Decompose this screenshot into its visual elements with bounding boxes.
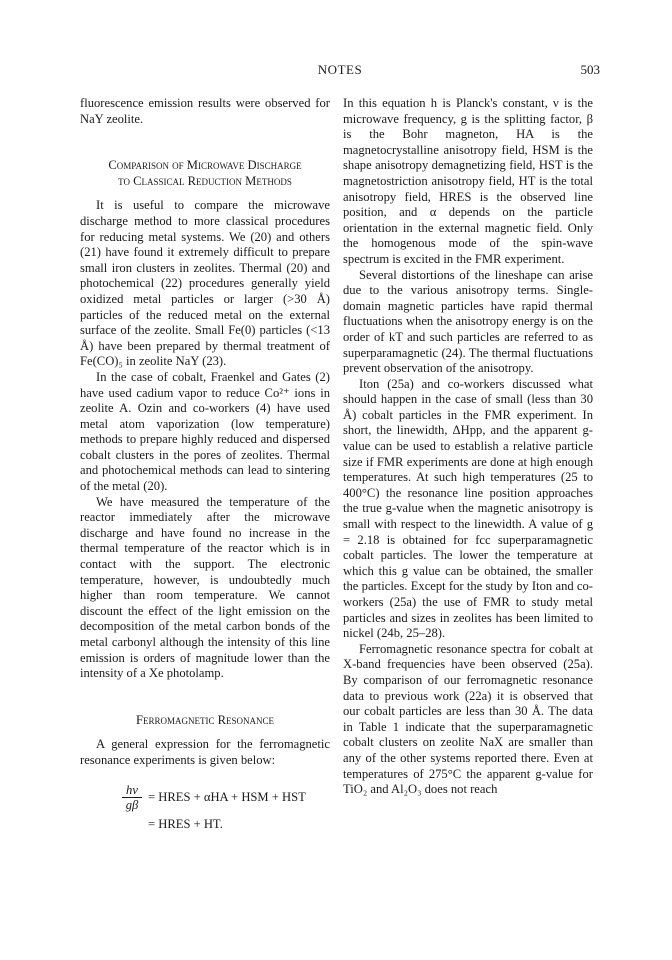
equation-denominator: gβ xyxy=(125,797,139,812)
equation-line-2: = HRES + HT. xyxy=(148,816,223,831)
paragraph-general-expression: A general expression for the ferromagnetic resonance experiments is given below: xyxy=(80,737,330,767)
page-number: 503 xyxy=(580,62,600,77)
paragraph-distortions: Several distortions of the lineshape can arise due to the various anisotropy terms. Single-domain magnetic particles have rapid thermal fluctuations when the anisotropy energy is on the order of kT and such particles are referred to as superparamagnetic (24). The thermal fluctuations prevent observation of the anisotropy. xyxy=(343,267,593,376)
section-heading-line-1: Comparison of Microwave Discharge xyxy=(108,158,302,173)
equation-fraction xyxy=(122,783,142,812)
paragraph-fluorescence: fluorescence emission results were observed for NaY zeolite. xyxy=(80,96,330,126)
fmr-equation xyxy=(80,783,330,835)
page-header xyxy=(80,62,600,84)
running-title: NOTES xyxy=(317,62,363,77)
paragraph-temperature: We have measured the temperature of the reactor immediately after the microwave discharge and have found no increase in the thermal temperature of the reactor which is in contact with the support. The electronic temperature, however, is undoubtedly much higher than room temperature. We cannot discount the effect of the light emission on the decomposition of the metal carbon bonds of the metal carbonyl although the intensity of this line emission is orders of magnitude lower than the intensity of a Xe photolamp. xyxy=(80,494,330,681)
equation-numerator: hν xyxy=(122,783,142,798)
section-heading-comparison xyxy=(80,158,330,189)
equation-line-1: = HRES + αHA + HSM + HST xyxy=(148,789,306,804)
section-heading-line-2: to Classical Reduction Methods xyxy=(118,173,292,188)
left-column xyxy=(80,96,330,835)
paragraph-iton: Iton (25a) and co-workers discussed what should happen in the case of small (less than 30 Å) cobalt particles in the FMR experiment. In short, the linewidth, ΔHpp, and the apparent g-value can be used to establish a relative particle size if FMR experiments are done at high enough temperatures. At such high temperatures (25 to 400°C) the resonance line position approaches the true g-value when the magnetic anisotropy is small with respect to the linewidth. A value of g = 2.18 is obtained for fcc superparamagnetic cobalt particles. The lower the temperature at which this g value can be obtained, the smaller the particles. Except for the study by Iton and co-workers (25a) the use of FMR to study metal particles and sizes in zeolites has been limited to nickel (24b, 25–28). xyxy=(343,376,593,641)
paragraph-cobalt: In the case of cobalt, Fraenkel and Gates (2) have used cadium vapor to reduce Co²⁺ ions in zeolite A. Ozin and co-workers (4) have used metal atom vaporization (low temperature) methods to prepare highly reduced and dispersed cobalt clusters in the pores of zeolites. Thermal and photochemical methods can lead to sintering of the metal (20). xyxy=(80,369,330,494)
paragraph-equation-terms: In this equation h is Planck's constant, ν is the microwave frequency, g is the splitting factor, β is the Bohr magneton, HA is the magnetocrystalline anisotropy field, HSM is the shape anisotropy demagnetizing field, HST is the magnetostriction anisotropy field, HT is the total anisotropy field, HRES is the observed line position, and α depends on the particle orientation in the external magnetic field. Only the homogenous mode of the spin-wave spectrum is excited in the FMR experiment. xyxy=(343,96,593,266)
paragraph-iron-clusters: It is useful to compare the microwave discharge method to more classical procedures for reducing metal systems. We (20) and others (21) have found it extremely difficult to prepare small iron clusters in zeolites. Thermal (20) and photochemical (22) procedures generally yield oxidized metal particles or larger (>30 Å) particles of the reduced metal on the external surface of the zeolite. Small Fe(0) particles (<13 Å) have been prepared by thermal treatment of Fe(CO)₅ in zeolite NaY (23). xyxy=(80,198,330,369)
paragraph-fmr-spectra: Ferromagnetic resonance spectra for cobalt at X-band frequencies have been observed (25a). By comparison of our ferromagnetic resonance data to previous work (22a) it is observed that our cobalt particles are less than 30 Å. The data in Table 1 indicate that the superparamagnetic cobalt clusters on zeolite NaX are smaller than any of the other systems reported there. Even at temperatures of 275°C the apparent g-value for TiO₂ and Al₂O₃ does not reach xyxy=(343,641,593,797)
section-heading-ferromagnetic: Ferromagnetic Resonance xyxy=(135,712,275,727)
right-column xyxy=(343,96,593,798)
